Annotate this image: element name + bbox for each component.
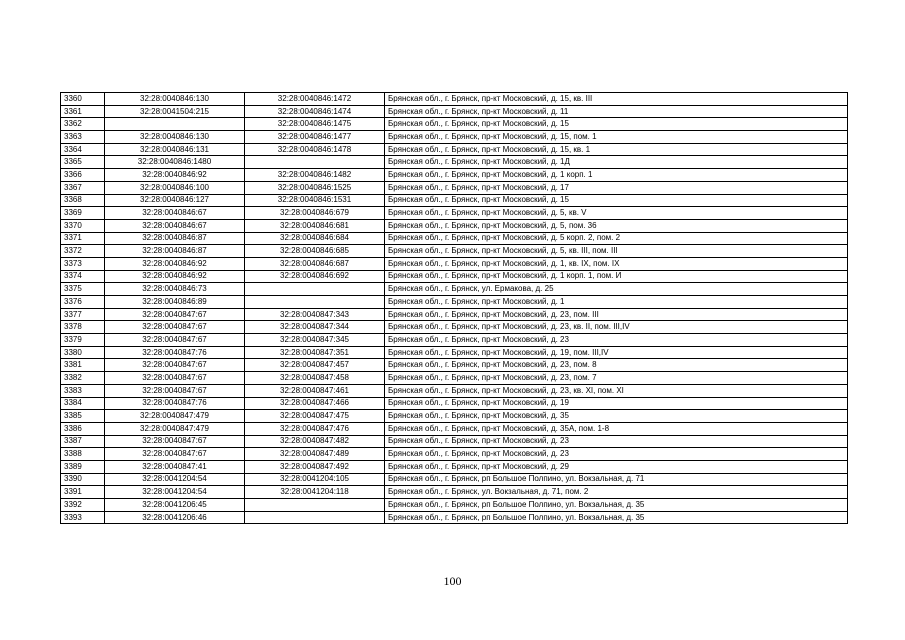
address-cell: Брянская обл., г. Брянск, пр-кт Московский, д. 15: [385, 118, 848, 131]
object-cadastral-number: 32:28:0041204:118: [245, 486, 385, 499]
parcel-cadastral-number: 32:28:0040846:67: [105, 219, 245, 232]
row-number: 3385: [61, 410, 105, 423]
address-cell: Брянская обл., г. Брянск, пр-кт Московский, д. 19: [385, 397, 848, 410]
address-cell: Брянская обл., г. Брянск, ул. Вокзальная, д. 71, пом. 2: [385, 486, 848, 499]
parcel-cadastral-number: 32:28:0041206:45: [105, 499, 245, 512]
row-number: 3365: [61, 156, 105, 169]
row-number: 3388: [61, 448, 105, 461]
table-row: [61, 245, 848, 258]
row-number: 3370: [61, 219, 105, 232]
table-row: [61, 93, 848, 106]
object-cadastral-number: 32:28:0040846:687: [245, 257, 385, 270]
object-cadastral-number: 32:28:0040847:457: [245, 359, 385, 372]
registry-table-body: [61, 93, 848, 524]
row-number: 3380: [61, 346, 105, 359]
parcel-cadastral-number: 32:28:0041206:46: [105, 511, 245, 524]
table-row: [61, 232, 848, 245]
parcel-cadastral-number: 32:28:0040847:76: [105, 397, 245, 410]
row-number: 3367: [61, 181, 105, 194]
parcel-cadastral-number: 32:28:0040846:92: [105, 169, 245, 182]
parcel-cadastral-number: 32:28:0040847:67: [105, 448, 245, 461]
object-cadastral-number: 32:28:0040846:684: [245, 232, 385, 245]
parcel-cadastral-number: 32:28:0040846:73: [105, 283, 245, 296]
table-row: [61, 397, 848, 410]
parcel-cadastral-number: 32:28:0040846:100: [105, 181, 245, 194]
parcel-cadastral-number: 32:28:0040847:479: [105, 422, 245, 435]
table-row: [61, 308, 848, 321]
object-cadastral-number: [245, 296, 385, 309]
row-number: 3392: [61, 499, 105, 512]
row-number: 3360: [61, 93, 105, 106]
table-row: [61, 181, 848, 194]
table-row: [61, 384, 848, 397]
address-cell: Брянская обл., г. Брянск, рп Большое Полпино, ул. Вокзальная, д. 35: [385, 511, 848, 524]
object-cadastral-number: 32:28:0041204:105: [245, 473, 385, 486]
parcel-cadastral-number: 32:28:0040846:92: [105, 257, 245, 270]
row-number: 3368: [61, 194, 105, 207]
parcel-cadastral-number: 32:28:0040846:89: [105, 296, 245, 309]
parcel-cadastral-number: 32:28:0040847:67: [105, 308, 245, 321]
object-cadastral-number: 32:28:0040846:1474: [245, 105, 385, 118]
object-cadastral-number: 32:28:0040847:476: [245, 422, 385, 435]
address-cell: Брянская обл., г. Брянск, пр-кт Московский, д. 15, кв. III: [385, 93, 848, 106]
address-cell: Брянская обл., г. Брянск, рп Большое Полпино, ул. Вокзальная, д. 71: [385, 473, 848, 486]
object-cadastral-number: 32:28:0040846:1477: [245, 131, 385, 144]
address-cell: Брянская обл., г. Брянск, пр-кт Московский, д. 35: [385, 410, 848, 423]
address-cell: Брянская обл., г. Брянск, пр-кт Московский, д. 1Д: [385, 156, 848, 169]
row-number: 3364: [61, 143, 105, 156]
parcel-cadastral-number: 32:28:0040847:479: [105, 410, 245, 423]
row-number: 3366: [61, 169, 105, 182]
object-cadastral-number: 32:28:0040847:461: [245, 384, 385, 397]
row-number: 3372: [61, 245, 105, 258]
address-cell: Брянская обл., г. Брянск, рп Большое Полпино, ул. Вокзальная, д. 35: [385, 499, 848, 512]
parcel-cadastral-number: 32:28:0040847:41: [105, 460, 245, 473]
address-cell: Брянская обл., г. Брянск, пр-кт Московский, д. 23, пом. 8: [385, 359, 848, 372]
address-cell: Брянская обл., г. Брянск, пр-кт Московский, д. 5, пом. 36: [385, 219, 848, 232]
row-number: 3363: [61, 131, 105, 144]
row-number: 3362: [61, 118, 105, 131]
object-cadastral-number: 32:28:0040846:1472: [245, 93, 385, 106]
table-row: [61, 346, 848, 359]
table-row: [61, 486, 848, 499]
row-number: 3393: [61, 511, 105, 524]
parcel-cadastral-number: 32:28:0040847:67: [105, 435, 245, 448]
object-cadastral-number: 32:28:0040846:681: [245, 219, 385, 232]
row-number: 3390: [61, 473, 105, 486]
row-number: 3381: [61, 359, 105, 372]
address-cell: Брянская обл., г. Брянск, пр-кт Московский, д. 5 корп. 2, пом. 2: [385, 232, 848, 245]
table-row: [61, 473, 848, 486]
row-number: 3378: [61, 321, 105, 334]
object-cadastral-number: 32:28:0040846:1525: [245, 181, 385, 194]
parcel-cadastral-number: 32:28:0041204:54: [105, 486, 245, 499]
parcel-cadastral-number: 32:28:0040847:67: [105, 384, 245, 397]
parcel-cadastral-number: 32:28:0040847:76: [105, 346, 245, 359]
address-cell: Брянская обл., г. Брянск, пр-кт Московский, д. 19, пом. III,IV: [385, 346, 848, 359]
object-cadastral-number: 32:28:0040846:685: [245, 245, 385, 258]
row-number: 3383: [61, 384, 105, 397]
parcel-cadastral-number: 32:28:0040847:67: [105, 334, 245, 347]
address-cell: Брянская обл., г. Брянск, пр-кт Московский, д. 23: [385, 334, 848, 347]
table-row: [61, 169, 848, 182]
table-row: [61, 321, 848, 334]
table-row: [61, 105, 848, 118]
object-cadastral-number: 32:28:0040847:345: [245, 334, 385, 347]
table-row: [61, 257, 848, 270]
table-row: [61, 334, 848, 347]
address-cell: Брянская обл., г. Брянск, пр-кт Московский, д. 15, пом. 1: [385, 131, 848, 144]
object-cadastral-number: 32:28:0040847:489: [245, 448, 385, 461]
object-cadastral-number: [245, 283, 385, 296]
row-number: 3369: [61, 207, 105, 220]
object-cadastral-number: 32:28:0040847:466: [245, 397, 385, 410]
address-cell: Брянская обл., г. Брянск, пр-кт Московский, д. 23, кв. XI, пом. XI: [385, 384, 848, 397]
address-cell: Брянская обл., г. Брянск, ул. Ермакова, д. 25: [385, 283, 848, 296]
table-row: [61, 270, 848, 283]
address-cell: Брянская обл., г. Брянск, пр-кт Московский, д. 23: [385, 435, 848, 448]
table-row: [61, 156, 848, 169]
address-cell: Брянская обл., г. Брянск, пр-кт Московский, д. 35А, пом. 1-8: [385, 422, 848, 435]
object-cadastral-number: [245, 499, 385, 512]
object-cadastral-number: 32:28:0040846:692: [245, 270, 385, 283]
address-cell: Брянская обл., г. Брянск, пр-кт Московский, д. 1 корп. 1: [385, 169, 848, 182]
row-number: 3377: [61, 308, 105, 321]
parcel-cadastral-number: 32:28:0040847:67: [105, 321, 245, 334]
table-row: [61, 219, 848, 232]
object-cadastral-number: 32:28:0040846:1531: [245, 194, 385, 207]
address-cell: Брянская обл., г. Брянск, пр-кт Московский, д. 23, пом. 7: [385, 372, 848, 385]
page-number: 100: [443, 574, 462, 588]
table-row: [61, 460, 848, 473]
object-cadastral-number: 32:28:0040846:1475: [245, 118, 385, 131]
row-number: 3374: [61, 270, 105, 283]
object-cadastral-number: [245, 156, 385, 169]
parcel-cadastral-number: 32:28:0040846:131: [105, 143, 245, 156]
address-cell: Брянская обл., г. Брянск, пр-кт Московский, д. 15, кв. 1: [385, 143, 848, 156]
parcel-cadastral-number: [105, 118, 245, 131]
parcel-cadastral-number: 32:28:0040846:1480: [105, 156, 245, 169]
table-row: [61, 499, 848, 512]
parcel-cadastral-number: 32:28:0040846:87: [105, 232, 245, 245]
row-number: 3384: [61, 397, 105, 410]
parcel-cadastral-number: 32:28:0040847:67: [105, 359, 245, 372]
address-cell: Брянская обл., г. Брянск, пр-кт Московский, д. 17: [385, 181, 848, 194]
object-cadastral-number: 32:28:0040847:492: [245, 460, 385, 473]
object-cadastral-number: [245, 511, 385, 524]
address-cell: Брянская обл., г. Брянск, пр-кт Московский, д. 23: [385, 448, 848, 461]
parcel-cadastral-number: 32:28:0040846:67: [105, 207, 245, 220]
row-number: 3379: [61, 334, 105, 347]
row-number: 3386: [61, 422, 105, 435]
table-row: [61, 372, 848, 385]
row-number: 3376: [61, 296, 105, 309]
parcel-cadastral-number: 32:28:0040847:67: [105, 372, 245, 385]
address-cell: Брянская обл., г. Брянск, пр-кт Московский, д. 29: [385, 460, 848, 473]
object-cadastral-number: 32:28:0040847:344: [245, 321, 385, 334]
parcel-cadastral-number: 32:28:0041204:54: [105, 473, 245, 486]
address-cell: Брянская обл., г. Брянск, пр-кт Московский, д. 5, кв. V: [385, 207, 848, 220]
row-number: 3387: [61, 435, 105, 448]
table-row: [61, 359, 848, 372]
address-cell: Брянская обл., г. Брянск, пр-кт Московский, д. 23, пом. III: [385, 308, 848, 321]
table-row: [61, 143, 848, 156]
address-cell: Брянская обл., г. Брянск, пр-кт Московский, д. 23, кв. II, пом. III,IV: [385, 321, 848, 334]
parcel-cadastral-number: 32:28:0040846:130: [105, 93, 245, 106]
object-cadastral-number: 32:28:0040847:351: [245, 346, 385, 359]
table-row: [61, 296, 848, 309]
object-cadastral-number: 32:28:0040847:343: [245, 308, 385, 321]
row-number: 3375: [61, 283, 105, 296]
row-number: 3382: [61, 372, 105, 385]
row-number: 3391: [61, 486, 105, 499]
address-cell: Брянская обл., г. Брянск, пр-кт Московский, д. 1, кв. IX, пом. IX: [385, 257, 848, 270]
parcel-cadastral-number: 32:28:0040846:127: [105, 194, 245, 207]
parcel-cadastral-number: 32:28:0040846:87: [105, 245, 245, 258]
table-row: [61, 118, 848, 131]
table-row: [61, 511, 848, 524]
object-cadastral-number: 32:28:0040846:1482: [245, 169, 385, 182]
row-number: 3361: [61, 105, 105, 118]
address-cell: Брянская обл., г. Брянск, пр-кт Московский, д. 1: [385, 296, 848, 309]
row-number: 3389: [61, 460, 105, 473]
parcel-cadastral-number: 32:28:0041504:215: [105, 105, 245, 118]
parcel-cadastral-number: 32:28:0040846:130: [105, 131, 245, 144]
address-cell: Брянская обл., г. Брянск, пр-кт Московский, д. 1 корп. 1, пом. И: [385, 270, 848, 283]
object-cadastral-number: 32:28:0040846:679: [245, 207, 385, 220]
row-number: 3371: [61, 232, 105, 245]
table-row: [61, 207, 848, 220]
table-row: [61, 131, 848, 144]
address-cell: Брянская обл., г. Брянск, пр-кт Московский, д. 15: [385, 194, 848, 207]
table-row: [61, 194, 848, 207]
object-cadastral-number: 32:28:0040847:475: [245, 410, 385, 423]
table-row: [61, 422, 848, 435]
property-registry-table: [60, 92, 848, 524]
object-cadastral-number: 32:28:0040847:458: [245, 372, 385, 385]
parcel-cadastral-number: 32:28:0040846:92: [105, 270, 245, 283]
table-row: [61, 448, 848, 461]
table-row: [61, 283, 848, 296]
object-cadastral-number: 32:28:0040847:482: [245, 435, 385, 448]
table-row: [61, 410, 848, 423]
object-cadastral-number: 32:28:0040846:1478: [245, 143, 385, 156]
address-cell: Брянская обл., г. Брянск, пр-кт Московский, д. 11: [385, 105, 848, 118]
row-number: 3373: [61, 257, 105, 270]
address-cell: Брянская обл., г. Брянск, пр-кт Московский, д. 5, кв. III, пом. III: [385, 245, 848, 258]
table-row: [61, 435, 848, 448]
